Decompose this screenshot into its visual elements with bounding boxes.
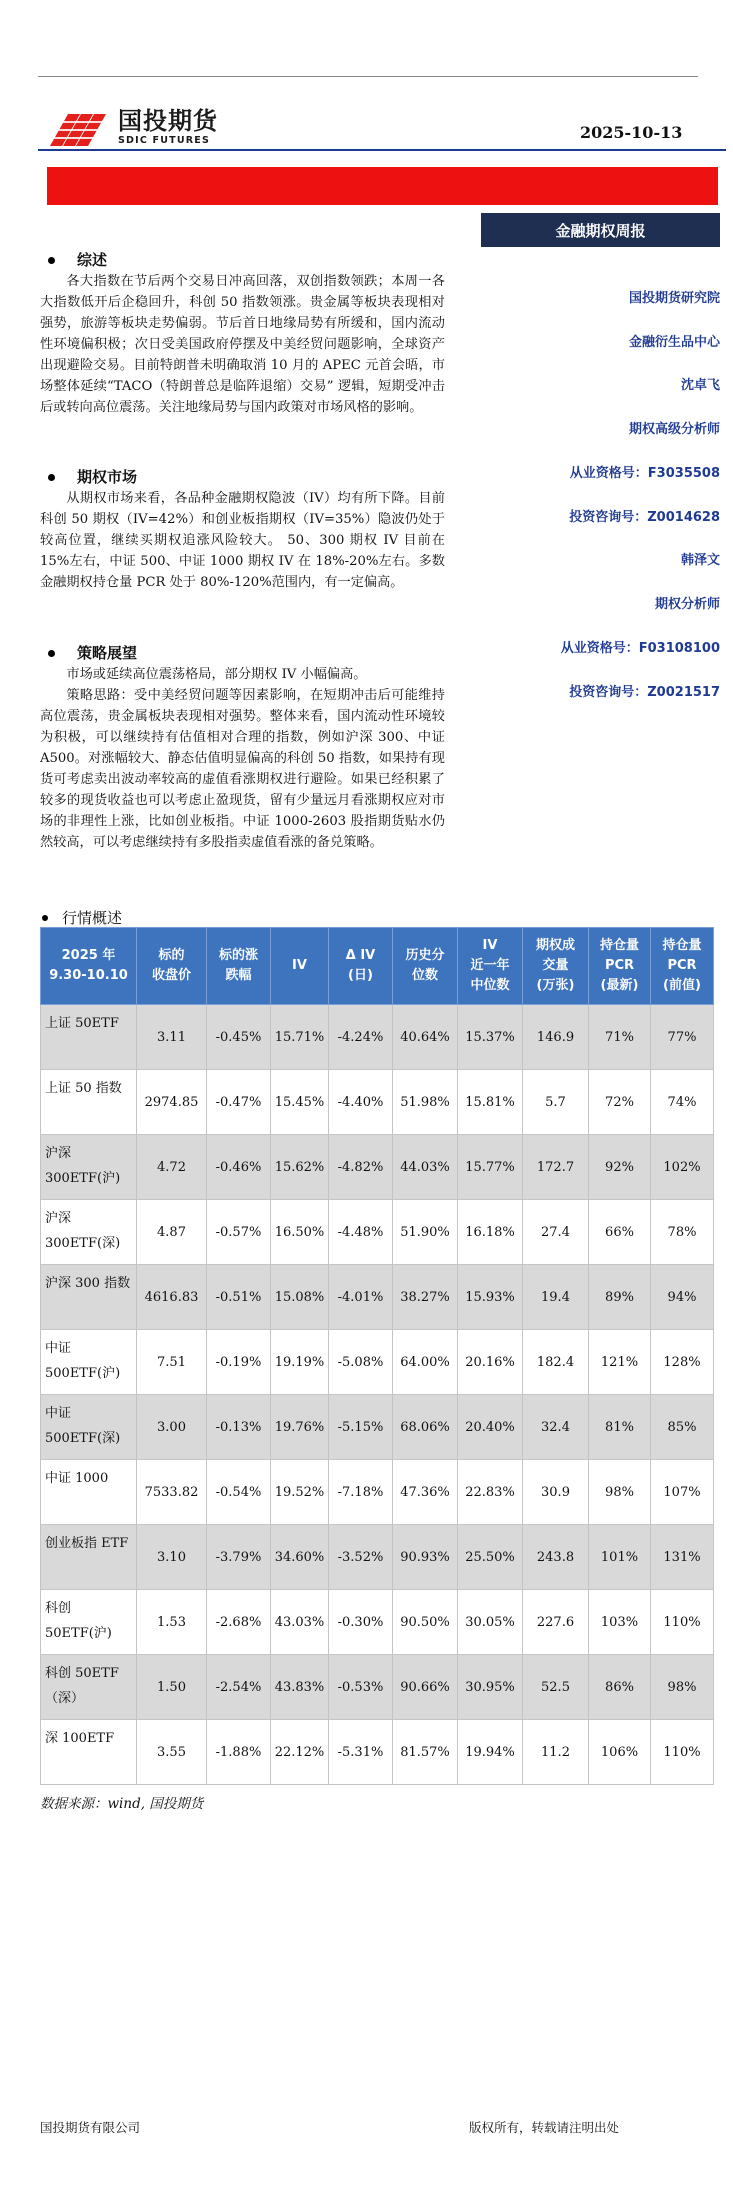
header-line: 近一年 [470, 958, 510, 973]
table-header-cell [207, 928, 271, 1005]
overview-heading [40, 907, 122, 928]
summary-title: 综述 [77, 251, 108, 269]
table-header-cell [271, 928, 329, 1005]
table-cell-chg: -0.45% [207, 1005, 271, 1070]
analyst2-name: 韩泽文 [680, 553, 720, 568]
underlying-name-cell: 上证 50 指数 [41, 1070, 137, 1135]
table-cell-pct: 90.50% [393, 1590, 458, 1655]
table-cell-div: -5.31% [329, 1720, 393, 1785]
table-cell-chg: -0.19% [207, 1330, 271, 1395]
table-cell-pcr: 66% [589, 1200, 651, 1265]
table-cell-pcr: 81% [589, 1395, 651, 1460]
table-cell-iv: 15.45% [271, 1070, 329, 1135]
table-cell-div: -5.15% [329, 1395, 393, 1460]
table-cell-vol: 146.9 [523, 1005, 589, 1070]
table-cell-vol: 182.4 [523, 1330, 589, 1395]
table-cell-close: 1.53 [137, 1590, 207, 1655]
table-cell-vol: 172.7 [523, 1135, 589, 1200]
analyst2-title: 期权分析师 [654, 597, 720, 612]
header-line: Δ IV [345, 948, 376, 963]
underlying-name-cell: 中证 1000 [41, 1460, 137, 1525]
bullet-icon [48, 474, 55, 481]
analyst1-title: 期权高级分析师 [628, 422, 720, 437]
table-cell-med: 25.50% [458, 1525, 523, 1590]
table-cell-pcr: 121% [589, 1330, 651, 1395]
underlying-name-cell: 中证 500ETF(沪) [41, 1330, 137, 1395]
center-name: 金融衍生品中心 [628, 335, 720, 350]
table-cell-pcr: 98% [589, 1460, 651, 1525]
table-cell-chg: -2.54% [207, 1655, 271, 1720]
strategy-title: 策略展望 [77, 644, 138, 662]
table-cell-pcr-prev: 107% [651, 1460, 714, 1525]
table-cell-pct: 51.90% [393, 1200, 458, 1265]
footer-copyright: 版权所有，转载请注明出处 [469, 2120, 620, 2135]
analyst1-advisory: 投资咨询号：Z0014628 [569, 510, 720, 525]
underlying-name-cell: 深 100ETF [41, 1720, 137, 1785]
header-line: 期权成 [535, 938, 575, 953]
header-line: 持仓量 [599, 938, 639, 953]
table-cell-div: -4.82% [329, 1135, 393, 1200]
table-cell-pcr-prev: 74% [651, 1070, 714, 1135]
table-cell-div: -7.18% [329, 1460, 393, 1525]
bullet-icon [48, 257, 55, 264]
header-line: 跌幅 [225, 968, 252, 983]
report-date: 2025-10-13 [580, 123, 683, 142]
report-type-label: 金融期权周报 [481, 213, 720, 247]
bullet-icon [42, 915, 48, 921]
table-cell-pcr: 92% [589, 1135, 651, 1200]
table-cell-div: -4.40% [329, 1070, 393, 1135]
table-cell-pcr-prev: 98% [651, 1655, 714, 1720]
table-cell-med: 16.18% [458, 1200, 523, 1265]
table-cell-chg: -2.68% [207, 1590, 271, 1655]
table-cell-chg: -1.88% [207, 1720, 271, 1785]
table-cell-pcr-prev: 78% [651, 1200, 714, 1265]
table-cell-chg: -0.46% [207, 1135, 271, 1200]
summary-text: 各大指数在节后两个交易日冲高回落，双创指数领跌；本周一各大指数低开后企稳回升，科创 50 指数领涨。贵金属等板块表现相对强势，旅游等板块走势偏弱。节后首日地缘局势有所缓和，国内流动性环境偏积极；次日受美国政府停摆及中美经贸问题影响，全球资产出现避险交易。目前特朗普未明确取消 10 月的 APEC 元首会晤，市场整体延续“TACO（特朗普总是临阵退缩）交易” 逻辑，短期受冲击后或转向高位震荡。关注地缘局势与国内政策对市场风格的影响。 [40, 274, 445, 415]
table-row [41, 1135, 714, 1200]
table-header-cell [651, 928, 714, 1005]
underlying-name-cell: 沪深 300ETF(沪) [41, 1135, 137, 1200]
table-cell-iv: 22.12% [271, 1720, 329, 1785]
header-line: 标的 [158, 948, 185, 963]
logo-stripes-icon [50, 108, 112, 146]
table-cell-pcr-prev: 110% [651, 1590, 714, 1655]
table-cell-vol: 27.4 [523, 1200, 589, 1265]
strategy-para-1: 市场或延续高位震荡格局，部分期权 IV 小幅偏高。 [66, 667, 367, 682]
header-line: 历史分 [405, 948, 445, 963]
table-cell-close: 1.50 [137, 1655, 207, 1720]
table-cell-iv: 19.19% [271, 1330, 329, 1395]
header-line: 2025 年 [61, 948, 116, 963]
table-cell-med: 30.05% [458, 1590, 523, 1655]
header-line: 9.30-10.10 [49, 968, 128, 983]
analyst1-license: 从业资格号：F3035508 [569, 466, 720, 481]
table-cell-chg: -0.51% [207, 1265, 271, 1330]
table-row [41, 1655, 714, 1720]
table-row [41, 1460, 714, 1525]
table-cell-pct: 68.06% [393, 1395, 458, 1460]
table-cell-med: 20.16% [458, 1330, 523, 1395]
table-cell-med: 22.83% [458, 1460, 523, 1525]
strategy-section [40, 642, 445, 853]
table-cell-pct: 38.27% [393, 1265, 458, 1330]
header-line: 标的涨 [218, 948, 258, 963]
table-cell-close: 3.10 [137, 1525, 207, 1590]
table-cell-iv: 16.50% [271, 1200, 329, 1265]
table-cell-vol: 32.4 [523, 1395, 589, 1460]
table-cell-iv: 43.83% [271, 1655, 329, 1720]
table-cell-pcr-prev: 77% [651, 1005, 714, 1070]
table-header-cell [523, 928, 589, 1005]
table-cell-pcr-prev: 102% [651, 1135, 714, 1200]
table-row [41, 1070, 714, 1135]
table-row [41, 1590, 714, 1655]
analyst1-name: 沈卓飞 [680, 378, 720, 393]
table-cell-vol: 30.9 [523, 1460, 589, 1525]
table-cell-vol: 243.8 [523, 1525, 589, 1590]
table-row [41, 1395, 714, 1460]
table-cell-pcr-prev: 85% [651, 1395, 714, 1460]
table-cell-iv: 34.60% [271, 1525, 329, 1590]
header-line: (最新) [600, 978, 639, 993]
table-cell-close: 7533.82 [137, 1460, 207, 1525]
table-cell-med: 19.94% [458, 1720, 523, 1785]
header-line: IV [482, 938, 498, 953]
table-cell-med: 15.77% [458, 1135, 523, 1200]
header-line: (万张) [536, 978, 575, 993]
table-cell-close: 4.87 [137, 1200, 207, 1265]
table-cell-vol: 11.2 [523, 1720, 589, 1785]
table-cell-iv: 19.52% [271, 1460, 329, 1525]
underlying-name-cell: 科创 50ETF(沪) [41, 1590, 137, 1655]
table-cell-pct: 40.64% [393, 1005, 458, 1070]
table-cell-close: 3.11 [137, 1005, 207, 1070]
table-cell-close: 2974.85 [137, 1070, 207, 1135]
underlying-name-cell: 上证 50ETF [41, 1005, 137, 1070]
header-line: (日) [348, 968, 373, 983]
header-line: PCR [604, 958, 635, 973]
table-cell-pcr: 106% [589, 1720, 651, 1785]
analyst-sidebar [490, 0, 720, 720]
table-cell-chg: -0.57% [207, 1200, 271, 1265]
table-cell-close: 3.55 [137, 1720, 207, 1785]
header-line: (前值) [663, 978, 701, 993]
table-cell-pct: 90.66% [393, 1655, 458, 1720]
table-cell-vol: 19.4 [523, 1265, 589, 1330]
options-market-section [40, 466, 445, 593]
table-header-cell [41, 928, 137, 1005]
table-cell-vol: 5.7 [523, 1070, 589, 1135]
logo-chinese-name: 国投期货 [118, 106, 218, 135]
data-source-note: 数据来源：wind, 国投期货 [40, 1796, 204, 1812]
table-row [41, 1005, 714, 1070]
summary-section [40, 249, 445, 418]
footer-company: 国投期货有限公司 [40, 2120, 141, 2135]
table-header-cell [458, 928, 523, 1005]
table-cell-div: -5.08% [329, 1330, 393, 1395]
header-line: 位数 [411, 968, 438, 983]
header-line: 持仓量 [662, 938, 702, 953]
table-cell-med: 20.40% [458, 1395, 523, 1460]
table-cell-close: 4.72 [137, 1135, 207, 1200]
table-row [41, 1265, 714, 1330]
table-cell-pcr-prev: 128% [651, 1330, 714, 1395]
table-cell-chg: -0.47% [207, 1070, 271, 1135]
market-overview-table [40, 927, 714, 1785]
table-cell-med: 15.37% [458, 1005, 523, 1070]
table-cell-iv: 19.76% [271, 1395, 329, 1460]
options-market-text: 从期权市场来看，各品种金融期权隐波（IV）均有所下降。目前科创 50 期权（IV=42%）和创业板指期权（IV=35%）隐波仍处于较高位置，继续买期权追涨风险较大。 50、300 期权 IV 目前在 15%左右，中证 500、中证 1000 期权 IV 在 18%-20%左右。多数金融期权持仓量 PCR 处于 80%-120%范围内，有一定偏高。 [40, 491, 445, 590]
options-market-title: 期权市场 [77, 468, 138, 486]
table-cell-div: -0.30% [329, 1590, 393, 1655]
table-cell-pct: 51.98% [393, 1070, 458, 1135]
table-cell-med: 15.81% [458, 1070, 523, 1135]
table-cell-pct: 44.03% [393, 1135, 458, 1200]
table-row [41, 1200, 714, 1265]
table-cell-close: 7.51 [137, 1330, 207, 1395]
underlying-name-cell: 科创 50ETF（深） [41, 1655, 137, 1720]
institute-name: 国投期货研究院 [628, 291, 720, 306]
company-logo [50, 108, 218, 146]
table-cell-med: 30.95% [458, 1655, 523, 1720]
strategy-para-2: 策略思路：受中美经贸问题等因素影响，在短期冲击后可能维持高位震荡，贵金属板块表现相对强势。整体来看，国内流动性环境较为积极，可以继续持有估值相对合理的指数，例如沪深 300、中证 A500。对涨幅较大、静态估值明显偏高的科创 50 指数，如果持有现货可考虑卖出波动率较高的虚值看涨期权进行避险。如果已经积累了较多的现货收益也可以考虑止盈现货，留有少量远月看涨期权应对市场的非理性上涨，比如创业板指。中证 1000-2603 股指期货贴水仍然较高，可以考虑继续持有多股指卖虚值看涨的备兑策略。 [40, 688, 445, 850]
analyst2-license: 从业资格号：F03108100 [560, 641, 720, 656]
table-cell-chg: -3.79% [207, 1525, 271, 1590]
table-cell-pcr-prev: 94% [651, 1265, 714, 1330]
table-cell-chg: -0.13% [207, 1395, 271, 1460]
table-cell-pct: 47.36% [393, 1460, 458, 1525]
table-cell-pcr-prev: 110% [651, 1720, 714, 1785]
table-cell-close: 4616.83 [137, 1265, 207, 1330]
overview-title: 行情概述 [62, 909, 123, 927]
table-row [41, 1720, 714, 1785]
table-cell-iv: 43.03% [271, 1590, 329, 1655]
header-line: IV [292, 958, 307, 973]
table-cell-vol: 227.6 [523, 1590, 589, 1655]
underlying-name-cell: 创业板指 ETF [41, 1525, 137, 1590]
underlying-name-cell: 沪深 300 指数 [41, 1265, 137, 1330]
table-cell-iv: 15.08% [271, 1265, 329, 1330]
underlying-name-cell: 中证 500ETF(深) [41, 1395, 137, 1460]
table-cell-pct: 81.57% [393, 1720, 458, 1785]
table-header-row [41, 928, 714, 1005]
table-cell-div: -3.52% [329, 1525, 393, 1590]
table-cell-pcr: 89% [589, 1265, 651, 1330]
header-line: 收盘价 [151, 968, 191, 983]
analyst2-advisory: 投资咨询号：Z0021517 [569, 685, 720, 700]
table-cell-iv: 15.71% [271, 1005, 329, 1070]
table-row [41, 1330, 714, 1395]
table-cell-pcr-prev: 131% [651, 1525, 714, 1590]
table-cell-med: 15.93% [458, 1265, 523, 1330]
header-line: 中位数 [470, 978, 510, 993]
table-row [41, 1525, 714, 1590]
underlying-name-cell: 沪深 300ETF(深) [41, 1200, 137, 1265]
table-cell-pcr: 86% [589, 1655, 651, 1720]
header-line: PCR [667, 958, 697, 973]
table-cell-pct: 64.00% [393, 1330, 458, 1395]
table-cell-pcr: 103% [589, 1590, 651, 1655]
table-header-cell [137, 928, 207, 1005]
table-cell-close: 3.00 [137, 1395, 207, 1460]
table-header-cell [589, 928, 651, 1005]
bullet-icon [48, 650, 55, 657]
table-cell-pcr: 72% [589, 1070, 651, 1135]
table-cell-pct: 90.93% [393, 1525, 458, 1590]
table-cell-chg: -0.54% [207, 1460, 271, 1525]
table-cell-div: -0.53% [329, 1655, 393, 1720]
table-cell-vol: 52.5 [523, 1655, 589, 1720]
header-line: 交量 [542, 958, 569, 973]
table-header-cell [329, 928, 393, 1005]
table-cell-div: -4.48% [329, 1200, 393, 1265]
table-cell-pcr: 101% [589, 1525, 651, 1590]
table-cell-div: -4.24% [329, 1005, 393, 1070]
table-cell-iv: 15.62% [271, 1135, 329, 1200]
table-cell-pcr: 71% [589, 1005, 651, 1070]
logo-english-name: SDIC FUTURES [118, 134, 210, 146]
table-cell-div: -4.01% [329, 1265, 393, 1330]
table-header-cell [393, 928, 458, 1005]
